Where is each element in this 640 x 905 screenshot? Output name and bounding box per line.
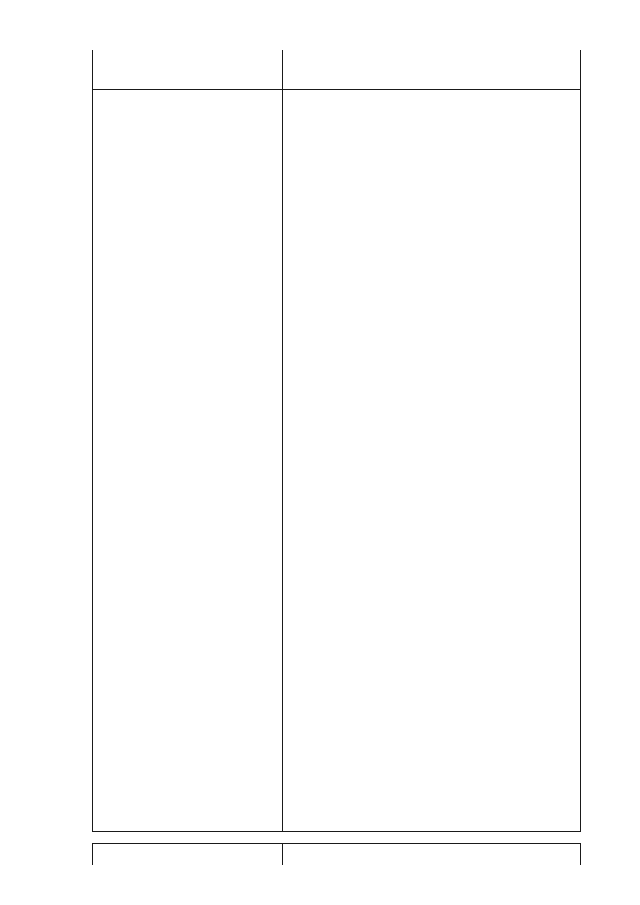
table-left-border (92, 90, 93, 832)
table-row-divider (92, 843, 581, 844)
table-row-divider (92, 831, 581, 832)
table-row-divider (92, 89, 581, 90)
table-left-border (92, 50, 93, 90)
table-column-divider (282, 90, 283, 832)
table-right-border (580, 843, 581, 865)
table-right-border (580, 50, 581, 90)
table-column-divider (282, 50, 283, 90)
table-column-divider (282, 843, 283, 865)
table-left-border (92, 843, 93, 865)
table-right-border (580, 90, 581, 832)
